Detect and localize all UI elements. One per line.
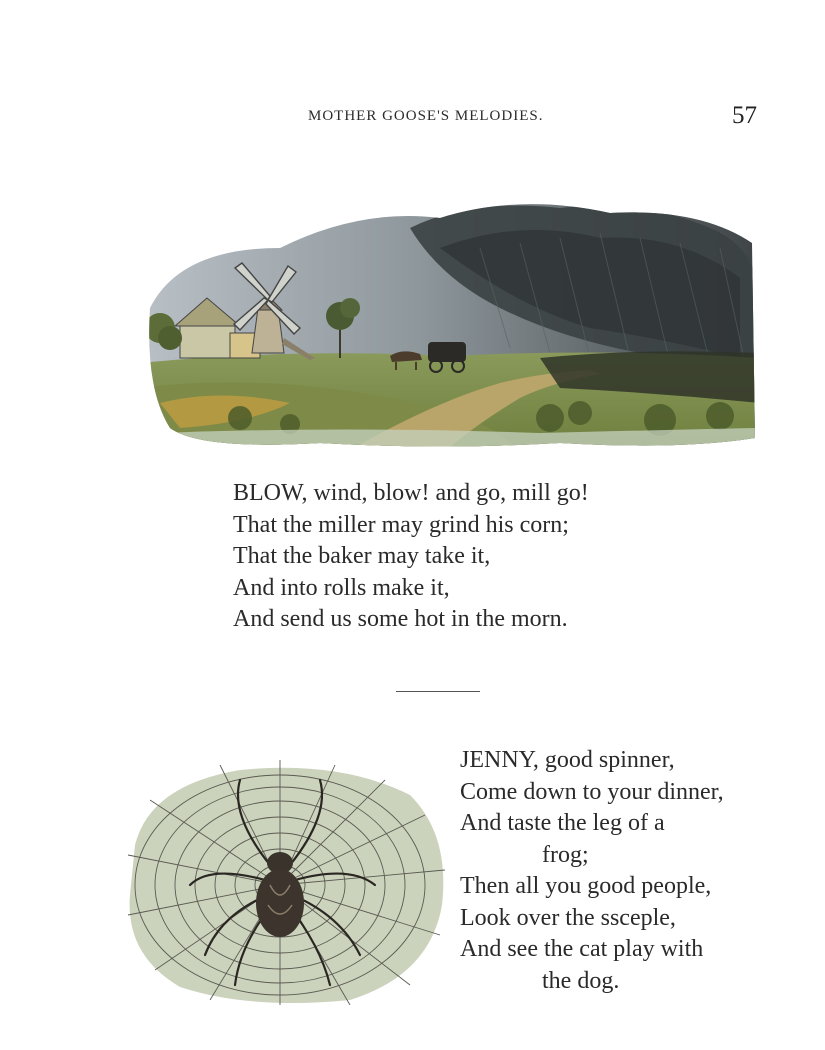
spider-web-illustration (120, 755, 450, 1005)
verse-line: frog; (542, 841, 589, 868)
verse-line: Come down to your dinner, (460, 778, 724, 805)
verse-line: Then all you good people, (460, 873, 712, 899)
verse-line: That the baker may take it, (233, 543, 491, 569)
verse-line: That the miller may grind his corn; (233, 511, 569, 538)
windmill-storm-illustration (140, 188, 760, 456)
verse-line: And send us some hot in the morn. (233, 606, 568, 632)
verse-line: And into rolls make it, (233, 574, 450, 601)
verse-line: JENNY, good spinner, (460, 747, 675, 773)
verse-line: BLOW, wind, blow! and go, mill go! (233, 480, 589, 506)
verse-line: the dog. (542, 967, 620, 994)
section-divider (396, 691, 480, 692)
page-number: 57 (732, 102, 757, 129)
running-head: MOTHER GOOSE'S MELODIES. (308, 108, 544, 124)
verse-line: And see the cat play with (460, 936, 704, 962)
rhyme-jenny-spinner (460, 745, 724, 997)
verse-line: And taste the leg of a (460, 810, 665, 836)
rhyme-blow-wind (233, 478, 589, 636)
verse-line: Look over the ssceple, (460, 904, 676, 931)
